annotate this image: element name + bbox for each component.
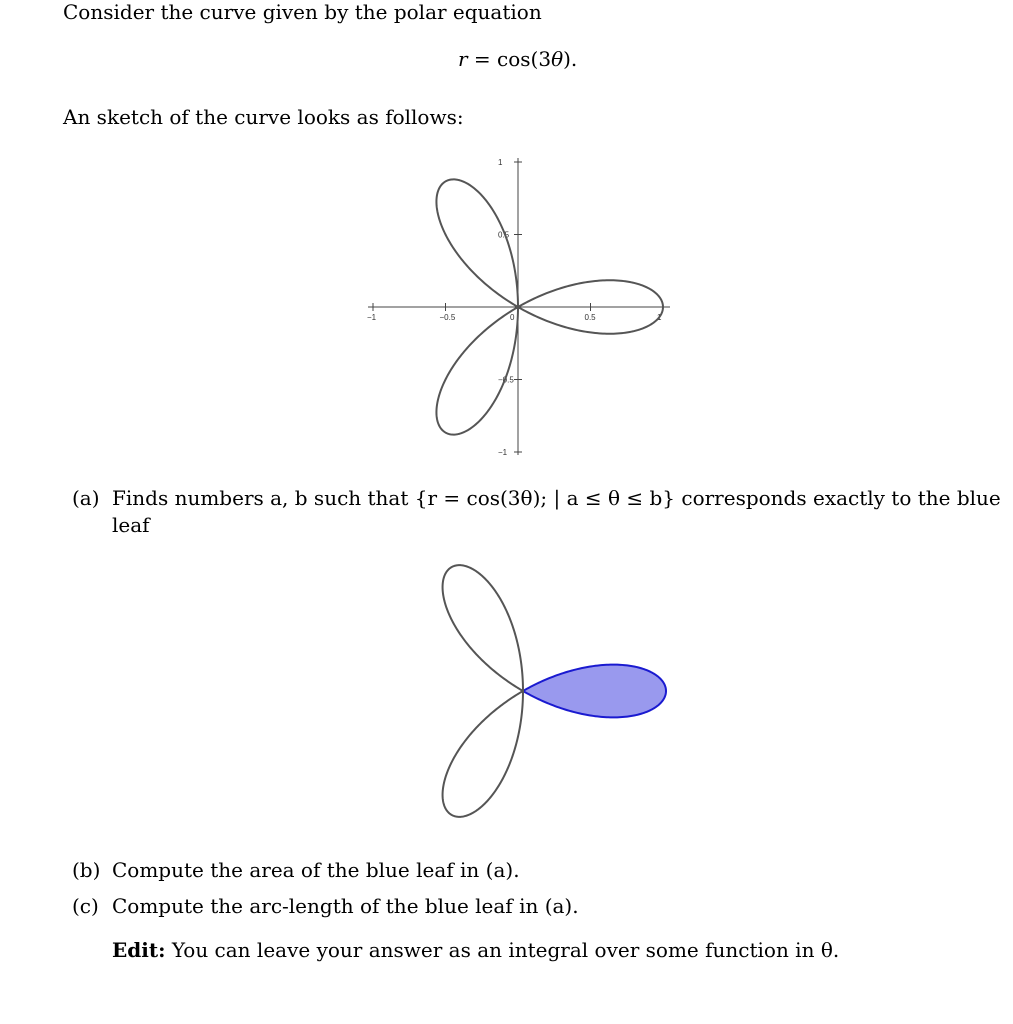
x-tick-label: 0 — [510, 313, 515, 322]
equation-cos: = cos(3 — [467, 47, 552, 71]
equation-theta: θ — [551, 47, 564, 71]
x-tick-label: −1 — [367, 313, 377, 322]
edit-note — [112, 938, 839, 962]
x-tick-label: 0.5 — [584, 313, 596, 322]
part-a-line2: leaf — [112, 513, 150, 537]
part-b-text: Compute the area of the blue leaf in (a). — [112, 858, 520, 882]
intro-text: Consider the curve given by the polar equation — [63, 0, 542, 24]
sketch-label: An sketch of the curve looks as follows: — [63, 105, 464, 129]
part-c-label: (c) — [72, 894, 99, 918]
part-b-label: (b) — [72, 858, 101, 882]
y-tick-label: −0.5 — [498, 375, 514, 385]
equation-r: r — [458, 47, 468, 71]
part-a-text — [112, 486, 1001, 510]
x-tick-label: −0.5 — [439, 313, 456, 322]
part-c-text: Compute the arc-length of the blue leaf in (a). — [112, 894, 579, 918]
edit-label: Edit: — [112, 938, 166, 962]
y-tick-label: −1 — [498, 448, 508, 457]
part-a-line1: Finds numbers a, b such that {r = cos(3θ); | a ≤ θ ≤ b} corresponds exactly to the blue — [112, 486, 1001, 510]
part-a-label: (a) — [72, 486, 100, 510]
y-tick-label: 0.5 — [498, 230, 510, 240]
equation-close: ). — [563, 47, 578, 71]
y-tick-label: 1 — [498, 158, 503, 167]
edit-text: You can leave your answer as an integral over some function in θ. — [171, 938, 840, 962]
x-tick-label: 1 — [657, 313, 662, 322]
part-a — [72, 486, 100, 510]
blue-leaf — [523, 665, 666, 718]
rose-curve-highlighted — [443, 565, 523, 817]
